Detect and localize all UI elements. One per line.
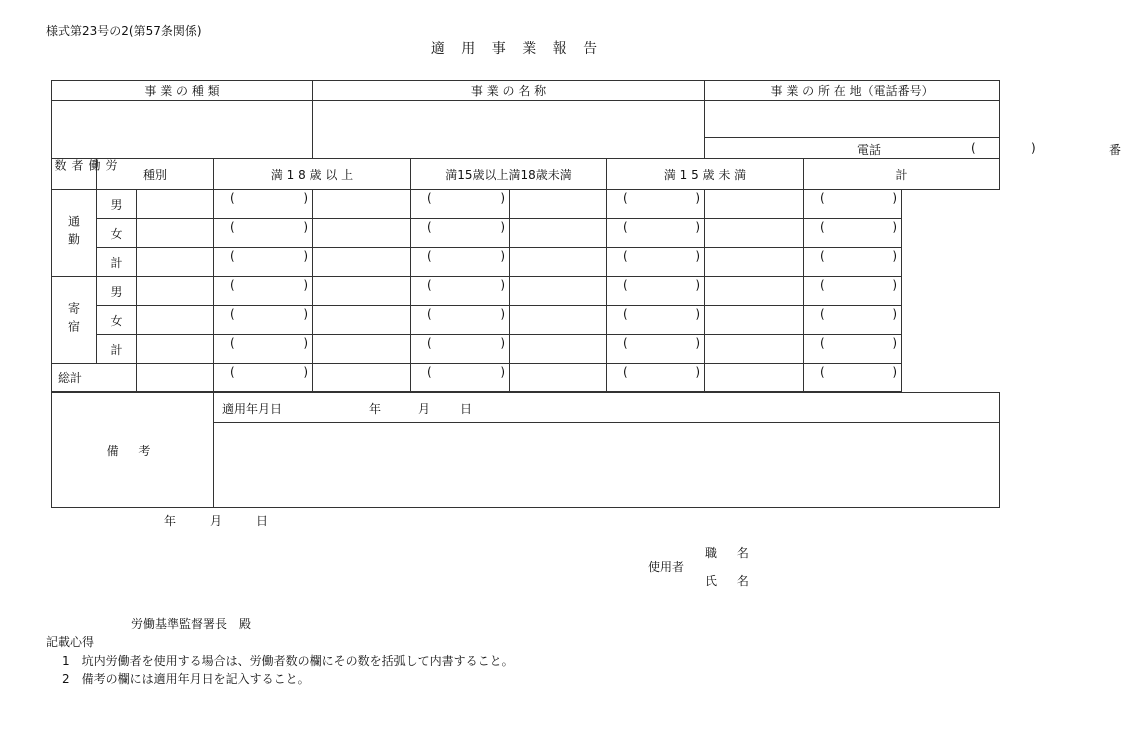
count-cell[interactable] <box>137 364 214 392</box>
paren-open: ( <box>623 307 628 321</box>
paren-close: ) <box>303 191 309 205</box>
col-header-total: 計 <box>804 159 1000 190</box>
apply-date-year: 年 <box>369 402 382 416</box>
underground-count-cell[interactable] <box>804 190 902 219</box>
paren-open: ( <box>427 307 432 321</box>
paren-close: ) <box>892 278 898 292</box>
paren-close: ) <box>695 220 701 234</box>
paren-open: ( <box>230 336 235 350</box>
table-row <box>52 277 1000 306</box>
count-cell[interactable] <box>313 277 411 306</box>
paren-close: ) <box>695 336 701 350</box>
underground-count-cell[interactable] <box>411 364 510 392</box>
paren-open: ( <box>820 191 825 205</box>
paren-open: ( <box>230 278 235 292</box>
underground-count-cell[interactable] <box>411 219 510 248</box>
underground-count-cell[interactable] <box>411 190 510 219</box>
count-cell[interactable] <box>705 277 804 306</box>
paren-close: ) <box>892 365 898 379</box>
submit-date <box>164 512 302 529</box>
post-label: 職 名 <box>705 546 757 560</box>
paren-open: ( <box>820 249 825 263</box>
count-cell[interactable] <box>705 364 804 392</box>
count-cell[interactable] <box>510 248 607 277</box>
paren-close: ) <box>500 278 506 292</box>
paren-close: ) <box>695 191 701 205</box>
paren-open: ( <box>820 278 825 292</box>
business-name-field[interactable] <box>313 101 705 159</box>
count-cell[interactable] <box>137 248 214 277</box>
count-cell[interactable] <box>510 190 607 219</box>
underground-count-cell[interactable] <box>804 248 902 277</box>
paren-open: ( <box>623 365 628 379</box>
note-1: 1 坑内労働者を使用する場合は、労働者数の欄にその数を括弧して内書すること。 <box>62 654 514 668</box>
count-cell[interactable] <box>137 219 214 248</box>
count-cell[interactable] <box>705 248 804 277</box>
paren-close: ) <box>303 249 309 263</box>
tel-label: 電話 <box>857 143 882 157</box>
grand-total-label: 総計 <box>52 364 137 392</box>
col-header-18-plus: 満 1 8 歳 以 上 <box>214 159 411 190</box>
business-input-row <box>52 101 1000 138</box>
table-row <box>52 306 1000 335</box>
remarks-table <box>51 392 1000 508</box>
business-kind-header: 事 業 の 種 類 <box>52 81 313 101</box>
table-row <box>52 219 1000 248</box>
count-cell[interactable] <box>705 219 804 248</box>
count-cell[interactable] <box>705 335 804 364</box>
page-title: 適 用 事 業 報 告 <box>430 41 604 57</box>
apply-date-label: 適用年月日 <box>222 402 283 416</box>
count-cell[interactable] <box>313 364 411 392</box>
apply-date-field[interactable] <box>214 393 1000 423</box>
business-name-header: 事 業 の 名 称 <box>313 81 705 101</box>
paren-close: ) <box>500 249 506 263</box>
underground-count-cell[interactable] <box>804 277 902 306</box>
paren-close: ) <box>695 307 701 321</box>
underground-count-cell[interactable] <box>411 248 510 277</box>
paren-close: ) <box>695 278 701 292</box>
paren-open: ( <box>427 278 432 292</box>
underground-count-cell[interactable] <box>411 277 510 306</box>
paren-close: ) <box>892 191 898 205</box>
paren-open: ( <box>623 220 628 234</box>
underground-count-cell[interactable] <box>607 277 705 306</box>
paren-open: ( <box>820 365 825 379</box>
count-cell[interactable] <box>510 364 607 392</box>
paren-open: ( <box>623 249 628 263</box>
paren-close: ) <box>303 365 309 379</box>
submit-date-year: 年 <box>164 514 177 528</box>
paren-close: ) <box>303 278 309 292</box>
paren-open: ( <box>230 191 235 205</box>
count-cell[interactable] <box>510 219 607 248</box>
remarks-label: 備 考 <box>52 393 214 508</box>
business-address-field[interactable] <box>705 101 1000 138</box>
underground-count-cell[interactable] <box>607 335 705 364</box>
paren-open: ( <box>820 336 825 350</box>
table-row <box>52 190 1000 219</box>
paren-open: ( <box>820 307 825 321</box>
paren-open: ( <box>230 307 235 321</box>
underground-count-cell[interactable] <box>804 364 902 392</box>
count-cell[interactable] <box>313 190 411 219</box>
underground-count-cell[interactable] <box>214 219 313 248</box>
paren-close: ) <box>500 365 506 379</box>
submit-date-day: 日 <box>256 514 269 528</box>
underground-count-cell[interactable] <box>214 190 313 219</box>
underground-count-cell[interactable] <box>214 248 313 277</box>
dorm-group-label: 寄宿 <box>52 277 97 364</box>
underground-count-cell[interactable] <box>804 306 902 335</box>
total-row <box>52 364 1000 392</box>
col-header-under-15: 満 1 5 歳 未 満 <box>607 159 804 190</box>
table-row <box>52 248 1000 277</box>
paren-open: ( <box>427 365 432 379</box>
notes-title: 記載心得 <box>46 635 95 649</box>
paren-close: ) <box>500 336 506 350</box>
paren-close: ) <box>892 220 898 234</box>
count-cell[interactable] <box>510 335 607 364</box>
underground-count-cell[interactable] <box>214 277 313 306</box>
commute-row-label: 計 <box>97 248 137 277</box>
underground-count-cell[interactable] <box>804 335 902 364</box>
addressee: 労働基準監督署長 殿 <box>131 617 252 631</box>
count-cell[interactable] <box>510 277 607 306</box>
underground-count-cell[interactable] <box>607 190 705 219</box>
dorm-row-label: 計 <box>97 335 137 364</box>
paren-close: ) <box>303 307 309 321</box>
count-cell[interactable] <box>313 248 411 277</box>
count-cell[interactable] <box>510 306 607 335</box>
tel-paren-open: ( <box>971 141 976 155</box>
count-cell[interactable] <box>313 335 411 364</box>
paren-close: ) <box>303 336 309 350</box>
commute-row-label: 女 <box>97 219 137 248</box>
count-cell[interactable] <box>137 190 214 219</box>
paren-open: ( <box>427 336 432 350</box>
paren-close: ) <box>695 249 701 263</box>
underground-count-cell[interactable] <box>607 306 705 335</box>
paren-open: ( <box>623 191 628 205</box>
underground-count-cell[interactable] <box>214 364 313 392</box>
business-header-row <box>52 81 1000 101</box>
underground-count-cell[interactable] <box>607 364 705 392</box>
business-address-header: 事 業 の 所 在 地（電話番号） <box>705 81 1000 101</box>
paren-open: ( <box>230 249 235 263</box>
commute-row-label: 男 <box>97 190 137 219</box>
paren-open: ( <box>623 336 628 350</box>
paren-close: ) <box>500 307 506 321</box>
remarks-field[interactable] <box>214 423 1000 508</box>
underground-count-cell[interactable] <box>411 306 510 335</box>
paren-open: ( <box>427 249 432 263</box>
paren-open: ( <box>427 220 432 234</box>
underground-count-cell[interactable] <box>607 248 705 277</box>
paren-close: ) <box>892 249 898 263</box>
count-cell[interactable] <box>705 306 804 335</box>
employer-label: 使用者 <box>648 560 685 574</box>
tel-field[interactable] <box>705 138 1121 159</box>
paren-open: ( <box>230 365 235 379</box>
name-label: 氏 名 <box>705 574 757 588</box>
underground-count-cell[interactable] <box>214 335 313 364</box>
underground-count-cell[interactable] <box>411 335 510 364</box>
count-cell[interactable] <box>137 335 214 364</box>
report-form-table <box>51 80 1121 392</box>
count-cell[interactable] <box>313 306 411 335</box>
underground-count-cell[interactable] <box>607 219 705 248</box>
note-2: 2 備考の欄には適用年月日を記入すること。 <box>62 672 310 686</box>
paren-close: ) <box>695 365 701 379</box>
type-header: 種別 <box>97 159 214 190</box>
count-cell[interactable] <box>705 190 804 219</box>
paren-close: ) <box>500 191 506 205</box>
dorm-row-label: 女 <box>97 306 137 335</box>
count-cell[interactable] <box>137 277 214 306</box>
paren-open: ( <box>623 278 628 292</box>
submit-date-month: 月 <box>210 514 223 528</box>
business-kind-field[interactable] <box>52 101 313 159</box>
paren-open: ( <box>427 191 432 205</box>
paren-close: ) <box>500 220 506 234</box>
paren-open: ( <box>230 220 235 234</box>
tel-paren-close: ) <box>1031 141 1036 155</box>
col-header-15-18: 満15歳以上満18歳未満 <box>411 159 607 190</box>
commute-group-label: 通勤 <box>52 190 97 277</box>
underground-count-cell[interactable] <box>214 306 313 335</box>
underground-count-cell[interactable] <box>804 219 902 248</box>
paren-close: ) <box>892 307 898 321</box>
apply-date-month: 月 <box>418 402 431 416</box>
count-cell[interactable] <box>313 219 411 248</box>
dorm-row-label: 男 <box>97 277 137 306</box>
paren-close: ) <box>303 220 309 234</box>
workers-header-row <box>52 159 1000 190</box>
paren-close: ) <box>892 336 898 350</box>
workers-group-label: 労働者数 <box>53 159 118 189</box>
count-cell[interactable] <box>137 306 214 335</box>
tel-suffix: 番 <box>1109 143 1121 157</box>
table-row <box>52 335 1000 364</box>
apply-date-day: 日 <box>460 402 473 416</box>
paren-open: ( <box>820 220 825 234</box>
form-id: 様式第23号の2(第57条関係) <box>46 24 202 38</box>
